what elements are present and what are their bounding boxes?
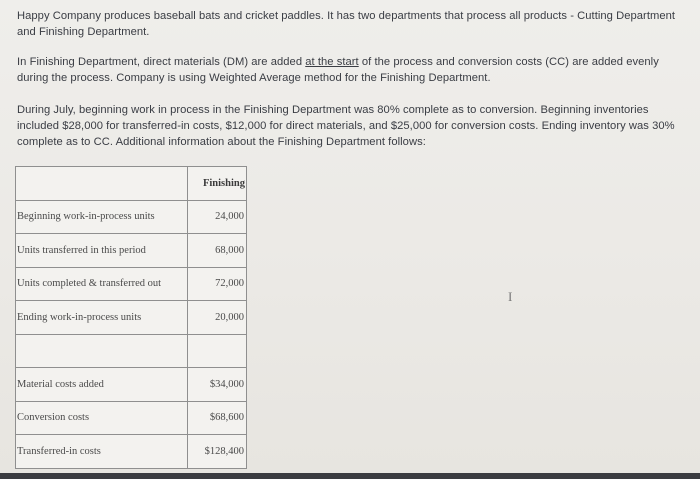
process-paragraph-start: In Finishing Department, direct materials (DM) are added [17, 56, 306, 68]
finishing-data-table [15, 166, 247, 469]
intro-paragraph: Happy Company produces baseball bats and cricket paddles. It has two departments that process all products - Cutting Department and Finishing Department. [17, 10, 676, 38]
row-label: Transferred-in costs [16, 435, 188, 469]
row-label: Beginning work-in-process units [16, 200, 188, 234]
row-value: 72,000 [188, 267, 247, 301]
bottom-edge-bar [0, 473, 700, 479]
row-value: 24,000 [188, 200, 247, 234]
process-paragraph [17, 54, 692, 86]
table-row [16, 267, 247, 301]
table-row [16, 368, 247, 402]
row-label: Ending work-in-process units [16, 301, 188, 335]
row-value [188, 334, 247, 368]
text-cursor-icon: I [508, 289, 513, 304]
table-row [16, 301, 247, 335]
table-row [16, 200, 247, 234]
table-row [16, 435, 247, 469]
row-label: Units completed & transferred out [16, 267, 188, 301]
row-label: Units transferred in this period [16, 234, 188, 268]
process-paragraph-end: of the process and conversion costs (CC) are added evenly during the process. Company is using Weighted Average method for the Finishing Department. [17, 56, 659, 84]
underlined-phrase: at the start [305, 56, 359, 68]
table-row [16, 401, 247, 435]
table-row [16, 234, 247, 268]
row-label [16, 334, 188, 368]
row-value: 68,000 [188, 234, 247, 268]
july-paragraph: During July, beginning work in process in the Finishing Department was 80% complete as to conversion. Beginning inventories included $28,000 for transferred-in costs, $12,000 for direct materials, and $25,000 for conversion costs. Ending inventory was 30% complete as to CC. Additional information about the Finishing Department follows: [17, 104, 675, 148]
row-label: Conversion costs [16, 401, 188, 435]
table-row-empty [16, 334, 247, 368]
row-value: $68,600 [188, 401, 247, 435]
row-label: Material costs added [16, 368, 188, 402]
finishing-column-header: Finishing [188, 167, 247, 201]
row-value: 20,000 [188, 301, 247, 335]
header-empty-cell [16, 167, 188, 201]
table-header-row [16, 167, 247, 201]
row-value: $34,000 [188, 368, 247, 402]
row-value: $128,400 [188, 435, 247, 469]
